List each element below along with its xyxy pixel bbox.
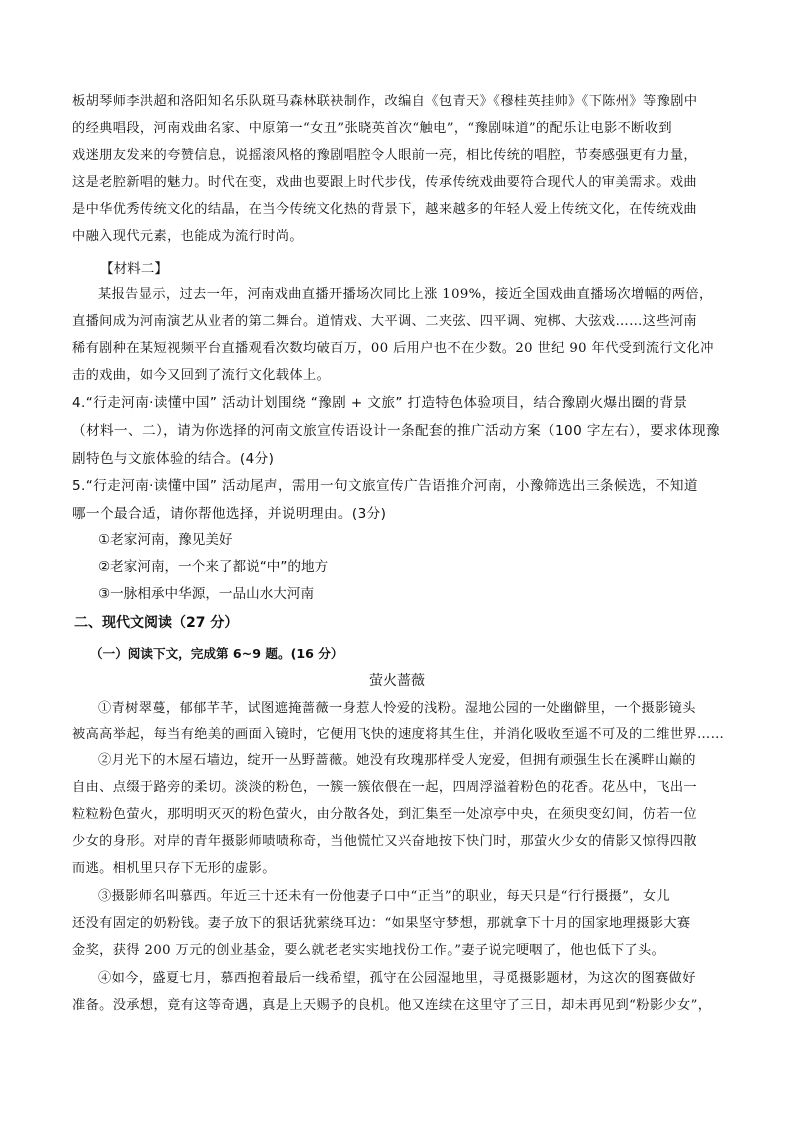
story-title: 萤火蔷薇 (369, 673, 425, 689)
subsection-heading: （一）阅读下文，完成第 6~9 题。(16 分） (90, 646, 344, 661)
section-heading: 二、现代文阅读（27 分） (74, 615, 239, 631)
story-line: 还没有固定的奶粉钱。妻子放下的狠话犹萦绕耳边：“如果坚守梦想，那就拿下十月的国家地理摄影大赛 (72, 916, 691, 931)
story-line: 粒粒粉色萤火，那明明灭灭的粉色萤火，由分散各处，到汇集至一处凉亭中央，在须臾变幻间，仿若一位 (72, 807, 698, 822)
question-4-line: 剧特色与文旅体验的结合。(4分) (72, 451, 275, 467)
material2-line: 击的戏曲，如今又回到了流行文化载体上。 (72, 368, 331, 383)
story-line: ②月光下的木屋石墙边，绽开一丛野蔷薇。她没有玫瑰那样受人宠爱，但拥有顽强生长在溪畔山巅的 (98, 753, 696, 768)
story-line: 而逃。相机里只存下无形的虚影。 (72, 861, 276, 876)
material2-line: 直播间成为河南演艺从业者的第二舞台。道情戏、大平调、二夹弦、四平调、宛梆、大弦戏……这些河南 (72, 314, 698, 329)
story-line: 准备。没承想，竟有这等奇遇，真是上天赐予的良机。他又连续在这里守了三日，却未再见到“粉影少女”， (72, 998, 712, 1013)
material1-line: 板胡琴师李洪超和洛阳知名乐队斑马森林联袂制作，改编自《包青天》《穆桂英挂帅》《下陈州》等豫剧中 (72, 94, 698, 109)
question-5-option: ①老家河南，豫见美好 (98, 532, 233, 548)
material2-line: 稀有剧种在某短视频平台直播观看次数均破百万，00 后用户也不在少数。20 世纪 90 年代受到流行文化冲 (72, 341, 714, 356)
story-line: 金奖，获得 200 万元的创业基金，要么就老老实实地找份工作。”妻子说完哽咽了，他也低下了头。 (72, 943, 666, 958)
story-line: ①青树翠蔓，郁郁芊芊，试图遮掩蔷薇一身惹人怜爱的浅粉。湿地公园的一处幽僻里，一个摄影镜头 (98, 701, 696, 716)
material1-line: 戏迷朋友发来的夸赞信息，说摇滚风格的豫剧唱腔令人眼前一亮，相比传统的唱腔，节奏感强更有力量， (72, 148, 698, 163)
question-5-line: 哪一个最合适，请你帮他选择，并说明理由。(3分) (72, 506, 387, 522)
material2-label: 【材料二】 (100, 261, 168, 277)
material2-line: 某报告显示，过去一年，河南戏曲直播开播场次同比上涨 109%，接近全国戏曲直播场次增幅的两倍， (98, 287, 713, 302)
story-line: 被高高举起，每当有绝美的画面入镜时，它便用飞快的速度将其生住，并消化吸收至遥不可及的二维世界…… (72, 727, 725, 742)
material1-line: 的经典唱段，河南戏曲名家、中原第一“女丑”张晓英首次“触电”，“豫剧味道”的配乐让电影不断收到 (72, 121, 672, 136)
material1-line: 这是老腔新唱的魅力。时代在变，戏曲也要跟上时代步伐，传承传统戏曲要符合现代人的审美需求。戏曲 (72, 175, 698, 190)
story-line: ④如今，盛夏七月，慕西抱着最后一线希望，孤守在公园湿地里，寻觅摄影题材，为这次的图赛做好 (98, 971, 696, 986)
material1-line: 中融入现代元素，也能成为流行时尚。 (72, 229, 303, 244)
question-5-option: ②老家河南，一个来了都说“中”的地方 (98, 559, 329, 575)
question-4-line: 4.“行走河南·读懂中国” 活动计划围绕 “豫剧 + 文旅” 打造特色体验项目，结合豫剧火爆出圈的背景 (72, 395, 688, 411)
story-line: 自由、点缀于路旁的柔切。淡淡的粉色，一簇一簇依偎在一起，四周浮溢着粉色的花香。花丛中，飞出一 (72, 780, 698, 795)
story-line: 少女的身形。对岸的青年摄影师啧啧称奇，当他慌忙又兴奋地按下快门时，那萤火少女的倩影又惊得四散 (72, 834, 698, 849)
question-5-option: ③一脉相承中华源，一品山水大河南 (98, 586, 315, 602)
question-4-line: （材料一、二），请为你选择的河南文旅宣传语设计一条配套的推广活动方案（100 字左右），要求体现豫 (72, 423, 720, 439)
question-5-line: 5.“行走河南·读懂中国” 活动尾声，需用一句文旅宣传广告语推介河南，小豫筛选出三条候选，不知道 (72, 478, 698, 494)
story-line: ③摄影师名叫慕西。年近三十还未有一份他妻子口中“正当”的职业，每天只是“行行摄摄”，女儿 (98, 889, 671, 904)
material1-line: 是中华优秀传统文化的结晶，在当今传统文化热的背景下，越来越多的年轻人爱上传统文化，在传统戏曲 (72, 202, 698, 217)
